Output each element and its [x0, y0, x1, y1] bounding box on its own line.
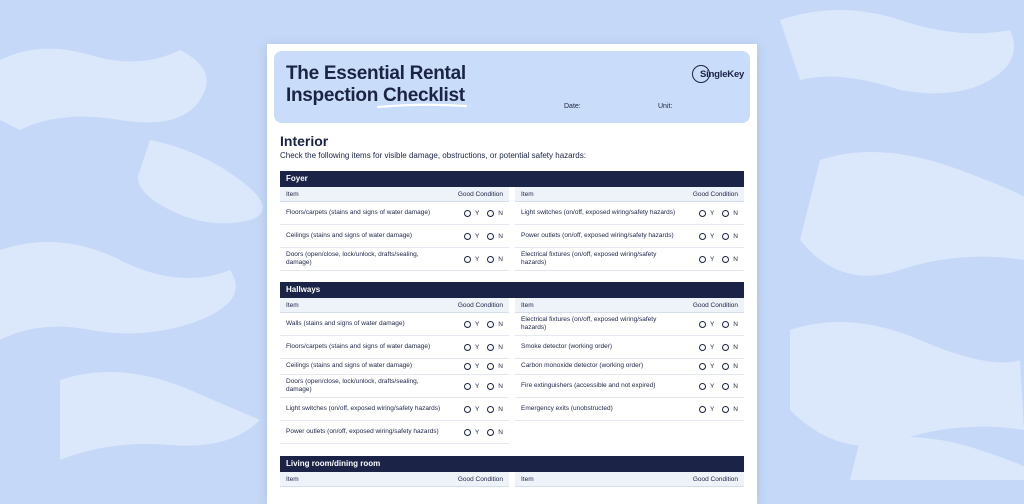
- condition-options: Y N: [699, 321, 738, 328]
- condition-options: Y N: [464, 429, 503, 436]
- condition-options: Y N: [464, 344, 503, 351]
- yes-radio[interactable]: [699, 210, 706, 217]
- column-header: Item Good Condition: [280, 187, 509, 202]
- yes-radio[interactable]: [699, 233, 706, 240]
- yes-radio[interactable]: [699, 344, 706, 351]
- no-radio[interactable]: [487, 344, 494, 351]
- column-header: Item Good Condition: [515, 298, 744, 313]
- no-radio[interactable]: [722, 363, 729, 370]
- yes-radio[interactable]: [464, 429, 471, 436]
- group-title: Hallways: [280, 282, 744, 298]
- condition-options: Y N: [699, 383, 738, 390]
- yes-radio[interactable]: [464, 363, 471, 370]
- checklist-row: Doors (open/close, lock/unlock, drafts/sealing, damage) Y N: [280, 248, 509, 271]
- no-radio[interactable]: [722, 344, 729, 351]
- no-radio[interactable]: [722, 406, 729, 413]
- no-radio[interactable]: [487, 383, 494, 390]
- yes-radio[interactable]: [464, 321, 471, 328]
- group-living-room: [280, 456, 744, 487]
- condition-options: Y N: [464, 383, 503, 390]
- condition-options: Y N: [699, 344, 738, 351]
- no-radio[interactable]: [487, 256, 494, 263]
- condition-options: Y N: [464, 321, 503, 328]
- date-field-label: Date:: [564, 103, 581, 110]
- yes-radio[interactable]: [464, 233, 471, 240]
- checklist-row: Power outlets (on/off, exposed wiring/safety hazards) Y N: [280, 421, 509, 444]
- no-radio[interactable]: [487, 429, 494, 436]
- group-title: Foyer: [280, 171, 744, 187]
- group-hallways: [280, 282, 744, 444]
- yes-radio[interactable]: [464, 383, 471, 390]
- checklist-document: [267, 44, 757, 504]
- checklist-row: Doors (open/close, lock/unlock, drafts/sealing, damage) Y N: [280, 375, 509, 398]
- yes-radio[interactable]: [699, 363, 706, 370]
- no-radio[interactable]: [487, 363, 494, 370]
- condition-options: Y N: [464, 406, 503, 413]
- checklist-row: Electrical fixtures (on/off, exposed wiring/safety hazards) Y N: [515, 313, 744, 336]
- checklist-row: Carbon monoxide detector (working order) Y N: [515, 359, 744, 375]
- condition-options: Y N: [464, 363, 503, 370]
- column-header: Item Good Condition: [280, 298, 509, 313]
- no-radio[interactable]: [487, 406, 494, 413]
- yes-radio[interactable]: [464, 344, 471, 351]
- checklist-row: Light switches (on/off, exposed wiring/safety hazards) Y N: [280, 398, 509, 421]
- hallways-right-column: [515, 298, 744, 444]
- foyer-right-column: [515, 187, 744, 271]
- condition-options: Y N: [464, 210, 503, 217]
- condition-options: Y N: [699, 363, 738, 370]
- no-radio[interactable]: [487, 233, 494, 240]
- yes-radio[interactable]: [464, 256, 471, 263]
- checklist-row: Floors/carpets (stains and signs of water damage) Y N: [280, 336, 509, 359]
- condition-options: Y N: [699, 233, 738, 240]
- no-radio[interactable]: [722, 233, 729, 240]
- section-subtitle: Check the following items for visible damage, obstructions, or potential safety hazards:: [280, 151, 586, 160]
- no-radio[interactable]: [722, 321, 729, 328]
- group-foyer: [280, 171, 744, 271]
- yes-radio[interactable]: [699, 406, 706, 413]
- yes-radio[interactable]: [464, 406, 471, 413]
- foyer-left-column: [280, 187, 509, 271]
- no-radio[interactable]: [487, 321, 494, 328]
- checklist-row: Electrical fixtures (on/off, exposed wiring/safety hazards) Y N: [515, 248, 744, 271]
- yes-radio[interactable]: [699, 383, 706, 390]
- yes-radio[interactable]: [464, 210, 471, 217]
- no-radio[interactable]: [487, 210, 494, 217]
- checklist-row: Ceilings (stains and signs of water damage) Y N: [280, 359, 509, 375]
- no-radio[interactable]: [722, 210, 729, 217]
- checklist-row: Floors/carpets (stains and signs of water damage) Y N: [280, 202, 509, 225]
- condition-options: Y N: [699, 406, 738, 413]
- title-underline-swoosh: [376, 103, 468, 109]
- checklist-row: Power outlets (on/off, exposed wiring/safety hazards) Y N: [515, 225, 744, 248]
- hallways-left-column: [280, 298, 509, 444]
- document-title: The Essential Rental Inspection Checklist: [286, 63, 466, 106]
- column-header: Item Good Condition: [280, 472, 509, 487]
- checklist-row: Fire extinguishers (accessible and not expired) Y N: [515, 375, 744, 398]
- condition-options: Y N: [699, 256, 738, 263]
- unit-field-label: Unit:: [658, 103, 673, 110]
- checklist-row: Ceilings (stains and signs of water damage) Y N: [280, 225, 509, 248]
- condition-options: Y N: [464, 233, 503, 240]
- checklist-row: Emergency exits (unobstructed) Y N: [515, 398, 744, 421]
- condition-options: Y N: [464, 256, 503, 263]
- no-radio[interactable]: [722, 256, 729, 263]
- checklist-row: Walls (stains and signs of water damage) Y N: [280, 313, 509, 336]
- condition-options: Y N: [699, 210, 738, 217]
- no-radio[interactable]: [722, 383, 729, 390]
- checklist-row: Light switches (on/off, exposed wiring/safety hazards) Y N: [515, 202, 744, 225]
- column-header: Item Good Condition: [515, 472, 744, 487]
- column-header: Item Good Condition: [515, 187, 744, 202]
- yes-radio[interactable]: [699, 256, 706, 263]
- checklist-row: Smoke detector (working order) Y N: [515, 336, 744, 359]
- yes-radio[interactable]: [699, 321, 706, 328]
- section-title: Interior: [280, 133, 329, 149]
- group-title: Living room/dining room: [280, 456, 744, 472]
- singlekey-logo: SingleKey: [692, 65, 744, 83]
- document-header: [274, 51, 750, 123]
